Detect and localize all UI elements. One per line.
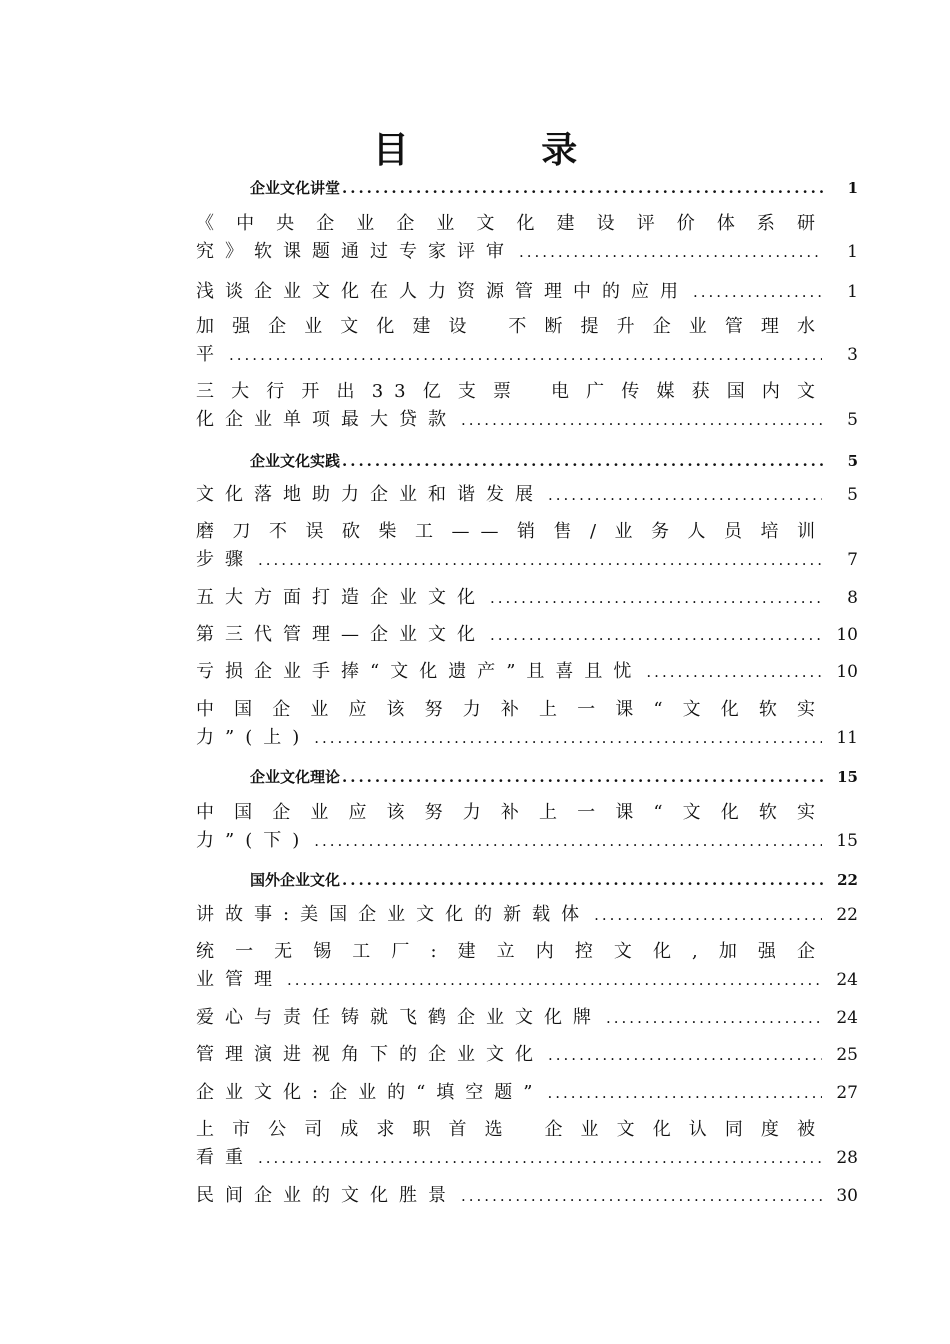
entry-title-line: 看重 xyxy=(196,1147,254,1168)
entry-title-line: 中国企业应该努力补上一课“文化软实 xyxy=(196,699,826,720)
dot-leader xyxy=(461,1182,822,1210)
section-title: 企业文化实践 xyxy=(250,452,341,470)
entry-title-line: 磨刀不误砍柴工——销售/业务人员培训 xyxy=(196,521,826,542)
toc-entry[interactable] xyxy=(196,621,858,649)
page-number: 15 xyxy=(837,768,858,786)
entry-last-line xyxy=(196,724,858,752)
entry-last-line xyxy=(196,827,858,855)
dot-leader xyxy=(314,724,822,752)
page-number: 5 xyxy=(847,452,858,470)
toc-entry[interactable] xyxy=(196,658,858,686)
entry-title-line: 统一无锡工厂:建立内控文化,加强企 xyxy=(196,941,826,962)
page-number: 22 xyxy=(837,871,858,889)
section-title: 企业文化讲堂 xyxy=(250,179,341,197)
section-title: 国外企业文化 xyxy=(250,871,341,889)
page-number: 22 xyxy=(836,905,858,925)
toc-section-heading[interactable] xyxy=(250,869,858,890)
toc-entry[interactable] xyxy=(196,901,858,929)
page-number: 1 xyxy=(847,179,858,197)
entry-title-line: 管理演进视角下的企业文化 xyxy=(196,1044,544,1065)
page-number: 24 xyxy=(836,1008,858,1028)
toc-entry[interactable] xyxy=(196,313,858,369)
entry-last-line xyxy=(196,1182,858,1210)
toc-entry[interactable] xyxy=(196,1041,858,1069)
toc-entry[interactable] xyxy=(196,1004,858,1032)
page-number: 25 xyxy=(836,1045,858,1065)
entry-last-line xyxy=(196,341,858,369)
page-number: 5 xyxy=(847,485,858,505)
dot-leader xyxy=(548,481,822,509)
page-number: 1 xyxy=(847,282,858,302)
dot-leader xyxy=(548,1041,822,1069)
entry-title-line: 加强企业文化建设 不断提升企业管理水 xyxy=(196,316,826,337)
entry-last-line xyxy=(196,238,858,266)
toc-entry[interactable] xyxy=(196,1182,858,1210)
entry-title-line: 三大行开出33亿支票 电广传媒获国内文 xyxy=(196,381,826,402)
dot-leader xyxy=(258,546,822,574)
toc-entry[interactable] xyxy=(196,799,858,855)
entry-last-line xyxy=(196,584,858,612)
toc-entry[interactable] xyxy=(196,518,858,574)
dot-leader xyxy=(461,406,822,434)
toc-entry[interactable] xyxy=(196,378,858,434)
dot-leader xyxy=(547,1079,822,1107)
section-title: 企业文化理论 xyxy=(250,768,341,786)
dot-leader xyxy=(229,341,822,369)
entry-title-line: 究》软课题通过专家评审 xyxy=(196,241,515,262)
toc-entry[interactable] xyxy=(196,1079,858,1107)
page-number: 27 xyxy=(836,1083,858,1103)
page-number: 8 xyxy=(847,588,858,608)
toc-entry[interactable] xyxy=(196,1116,858,1172)
entry-last-line xyxy=(196,658,858,686)
entry-title-line: 五大方面打造企业文化 xyxy=(196,587,486,608)
dot-leader xyxy=(594,901,822,929)
toc-entry[interactable] xyxy=(196,278,858,306)
dot-leader xyxy=(258,1144,822,1172)
entry-title-line: 中国企业应该努力补上一课“文化软实 xyxy=(196,802,826,823)
entry-title-line: 爱心与责任铸就飞鹤企业文化牌 xyxy=(196,1007,602,1028)
toc-entry[interactable] xyxy=(196,696,858,752)
entry-title-line: 亏损企业手捧“文化遗产”且喜且忧 xyxy=(196,661,643,682)
dot-leader xyxy=(490,621,822,649)
entry-title-line: 企业文化:企业的“填空题” xyxy=(196,1082,544,1103)
dot-leader xyxy=(342,871,828,889)
toc-section-heading[interactable] xyxy=(250,177,858,198)
dot-leader xyxy=(646,658,822,686)
toc-entry[interactable] xyxy=(196,481,858,509)
entry-title-line: 讲故事:美国企业文化的新载体 xyxy=(196,904,591,925)
entry-last-line xyxy=(196,621,858,649)
entry-title-line: 业管理 xyxy=(196,969,283,990)
entry-title-line: 文化落地助力企业和谐发展 xyxy=(196,484,544,505)
entry-last-line xyxy=(196,1041,858,1069)
entry-title-line: 平 xyxy=(196,344,225,365)
toc-entry[interactable] xyxy=(196,210,858,266)
page-number: 28 xyxy=(836,1148,858,1168)
dot-leader xyxy=(287,966,822,994)
page-number: 5 xyxy=(847,410,858,430)
toc-section-heading[interactable] xyxy=(250,766,858,787)
entry-title-line: 化企业单项最大贷款 xyxy=(196,409,457,430)
page-number: 3 xyxy=(847,345,858,365)
entry-last-line xyxy=(196,546,858,574)
entry-last-line xyxy=(196,278,858,306)
page-number: 24 xyxy=(836,970,858,990)
entry-last-line xyxy=(196,1144,858,1172)
toc-entry[interactable] xyxy=(196,938,858,994)
entry-last-line xyxy=(196,481,858,509)
toc-entry[interactable] xyxy=(196,584,858,612)
entry-title-line: 力”(上) xyxy=(196,727,311,748)
page-number: 10 xyxy=(836,625,858,645)
page-number: 1 xyxy=(847,242,858,262)
entry-last-line xyxy=(196,901,858,929)
entry-last-line xyxy=(196,1079,858,1107)
dot-leader xyxy=(342,179,828,197)
page-number: 30 xyxy=(836,1186,858,1206)
entry-title-line: 《中央企业企业文化建设评价体系研 xyxy=(196,213,826,234)
dot-leader xyxy=(342,768,828,786)
entry-last-line xyxy=(196,966,858,994)
dot-leader xyxy=(314,827,822,855)
page-number: 10 xyxy=(836,662,858,682)
dot-leader xyxy=(519,238,822,266)
entry-title-line: 民间企业的文化胜景 xyxy=(196,1185,457,1206)
entry-title-line: 力”(下) xyxy=(196,830,311,851)
entry-last-line xyxy=(196,406,858,434)
toc-section-heading[interactable] xyxy=(250,450,858,471)
dot-leader xyxy=(693,278,822,306)
page-number: 11 xyxy=(836,728,858,748)
dot-leader xyxy=(342,452,828,470)
page-number: 15 xyxy=(836,831,858,851)
page-title: 目 录 xyxy=(372,129,638,171)
entry-last-line xyxy=(196,1004,858,1032)
entry-title-line: 浅谈企业文化在人力资源管理中的应用 xyxy=(196,281,689,302)
entry-title-line: 第三代管理—企业文化 xyxy=(196,624,486,645)
dot-leader xyxy=(606,1004,822,1032)
entry-title-line: 步骤 xyxy=(196,549,254,570)
dot-leader xyxy=(490,584,822,612)
entry-title-line: 上市公司成求职首选 企业文化认同度被 xyxy=(196,1119,826,1140)
page-number: 7 xyxy=(847,550,858,570)
